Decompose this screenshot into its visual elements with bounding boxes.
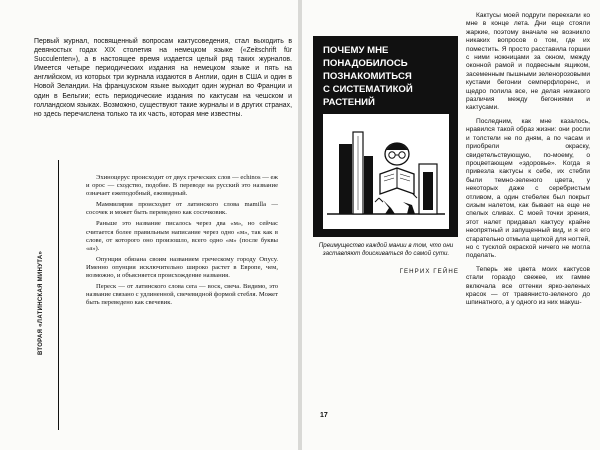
illustration-panel	[323, 114, 449, 229]
sidebar-vertical-label	[38, 250, 48, 365]
title-line: ПОЧЕМУ МНЕ	[323, 45, 389, 56]
sidebar-label-text: ВТОРАЯ «ЛАТИНСКАЯ МИНУТА»	[38, 250, 44, 355]
epigraph-caption: Преимущество каждой мании в том, что они заставляют доискиваться до самой сути.	[318, 242, 454, 257]
page-number: 17	[320, 412, 328, 419]
right-page	[302, 0, 600, 450]
chapter-title-block	[313, 36, 458, 237]
sidebar-paragraph: Переск — от латинского слова cera — воск, свеча. Видимо, это название связано с удлиненной, свечевидной формой стебля. Может быть переведено как свечевик.	[86, 283, 278, 307]
body-paragraph: Теперь же цвета моих кактусов стали гораздо свежее, их гамме включала все оттенки ярко-зеленых красок — от травянисто-зеленого до шпинатного, а у одного из них макуш-	[466, 265, 590, 307]
sidebar-body	[86, 174, 278, 310]
intro-text: Первый журнал, посвященный вопросам кактусоведения, стал выходить в девяностых годах XIX столетия на немецком языке («Zeitschrift für Succulenten»), а в настоящее время издается целый ряд таких журналов. Имеется четыре периодических издания на немецком языке и пять на английском, из которых три журнала издаются в Англии, один в США и один в Новой Зеландии. На французском языке выходит один журнал во Франции и один в Бельгии; есть периодические издания по кактусам на чешском и голландском языках. Возможно, существуют такие журналы и в других странах, но здесь перечислена только та их часть, которая мне известны.	[34, 38, 292, 118]
title-line: ПОНАДОБИЛОСЬ	[323, 58, 408, 69]
title-line: РАСТЕНИЙ	[323, 97, 375, 108]
title-line: С СИСТЕМАТИКОЙ	[323, 84, 413, 95]
intro-paragraph	[34, 37, 292, 119]
epigraph-author: ГЕНРИХ ГЕЙНЕ	[399, 268, 459, 275]
main-text-column	[466, 12, 590, 313]
latin-minute-sidebar	[34, 160, 292, 435]
chapter-title	[323, 44, 453, 109]
left-page	[0, 0, 298, 450]
body-paragraph: Кактусы моей подруги переехали ко мне в конце лета. Дни еще стояли жаркие, поэтому вначале не возникло никаких вопросов о том, где их поместить. Я просто расставила горшки с ними ножницами за окном, между оконной рамой и подвесным ящиком, засеменным пышными зеленорозовыми кустами бегонии семперфлоренс, и щедро полила все, не делая никакого различия между бегониями и кактусами.	[466, 12, 590, 112]
reader-with-books-illustration	[323, 114, 449, 229]
sidebar-paragraph: Маммилярия происходит от латинского слова mamilla — сосочек и может быть переведено как сосочковик.	[86, 201, 278, 217]
sidebar-paragraph: Раньше это название писалось через два «м», но сейчас считается более правильным написание через одно «м», так как в слове, от которого оно произошло, всего одно «м» (после буквы «а»).	[86, 220, 278, 252]
sidebar-rule	[58, 160, 59, 430]
title-line: ПОЗНАКОМИТЬСЯ	[323, 71, 412, 82]
sidebar-paragraph: Опунция обязана своим названием греческому городу Опусу. Именно опунция исключительно широко растет в Европе, чем, возможно, и объясняется происхождение названия.	[86, 255, 278, 280]
body-paragraph: Последним, как мне казалось, нравился такой образ жизни: они росли и толстели не по дням, а по часам и приобрели окраску, свидетельствующую, по-моему, о процветающем «здоровье». Когда я привезла кактусы к себе, их стебли были темно-зеленого цвета, у некоторых даже с серебристым отливом, а один стебелек был покрыт сизым налетом, как бывает на еще не спелых сливах. С моей точки зрения, этот налет придавал кактусу крайне неопрятный и запущенный вид, и я его старательно отмыла щеткой для ногтей, но с тусклой окраской ничего не могла поделать.	[466, 117, 590, 260]
sidebar-paragraph: Эхиноцерус происходит от двух греческих слов — echinos — еж и орос — сходство, подобие. В переводе на русский это название означает ежеподобный, ежовидный.	[86, 174, 278, 198]
